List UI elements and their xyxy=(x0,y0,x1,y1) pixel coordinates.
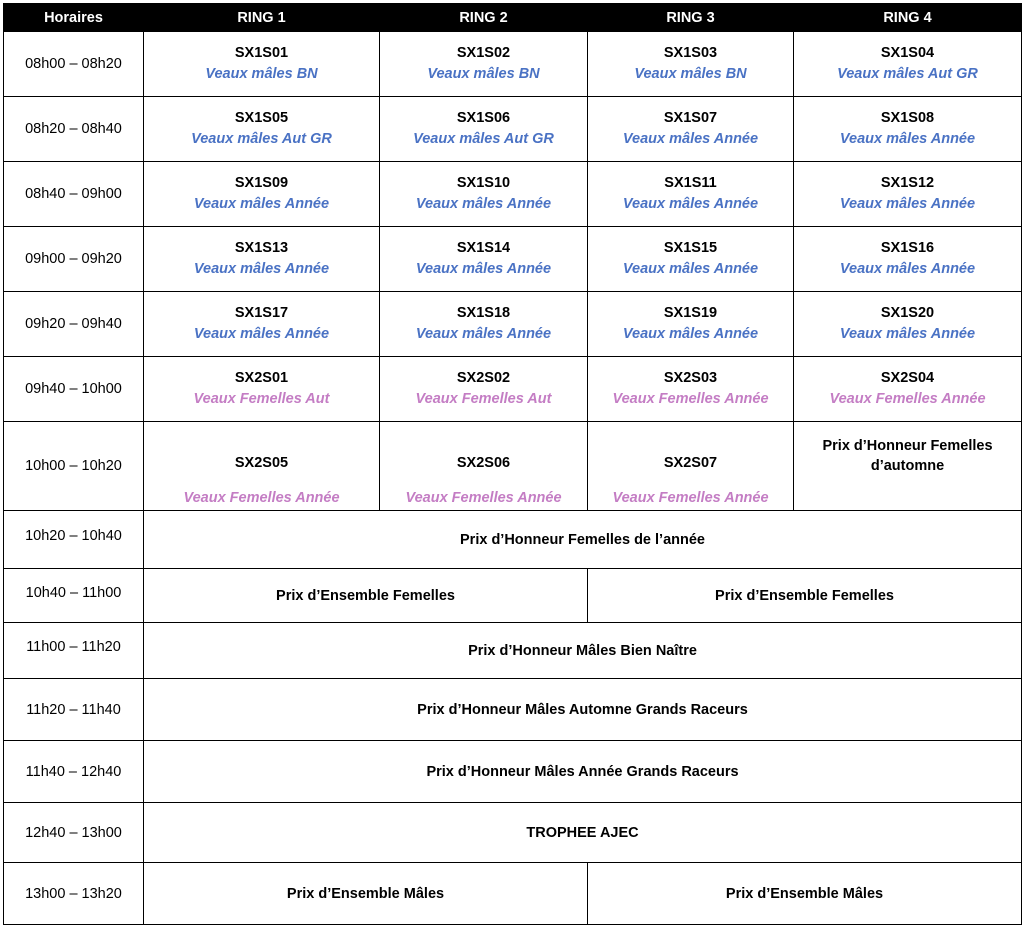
ring-cell xyxy=(588,227,794,292)
class-code: SX1S08 xyxy=(880,110,935,126)
ring-cell xyxy=(380,97,588,162)
class-code: SX1S02 xyxy=(456,45,511,61)
ring-cell xyxy=(794,422,1022,511)
class-category: Veaux mâles Année xyxy=(622,131,759,147)
ring-cell xyxy=(794,97,1022,162)
time-cell: 11h40 – 12h40 xyxy=(4,741,144,803)
class-code: SX1S07 xyxy=(663,110,718,126)
class-category: Veaux mâles Année xyxy=(622,196,759,212)
class-code: SX1S09 xyxy=(234,175,289,191)
class-code: SX1S14 xyxy=(456,240,511,256)
event-cell: Prix d’Honneur Mâles Année Grands Raceurs xyxy=(144,741,1022,803)
class-category: Veaux Femelles Année xyxy=(612,490,769,506)
ring-cell xyxy=(588,162,794,227)
class-category: Veaux mâles Aut GR xyxy=(837,66,978,82)
class-category: Veaux mâles BN xyxy=(634,66,747,82)
ring-cell xyxy=(588,97,794,162)
event-cell: Prix d’Ensemble Femelles xyxy=(588,569,1022,623)
class-category: Veaux mâles Année xyxy=(839,261,976,277)
class-code: SX1S18 xyxy=(456,305,511,321)
class-code: SX2S07 xyxy=(663,455,718,471)
class-category: Veaux mâles Année xyxy=(839,326,976,342)
schedule-table xyxy=(3,3,1022,925)
table-row xyxy=(4,741,1022,803)
header-ring-4: RING 4 xyxy=(794,4,1022,32)
table-row xyxy=(4,227,1022,292)
ring-cell xyxy=(380,227,588,292)
table-row xyxy=(4,422,1022,511)
class-code: SX2S04 xyxy=(880,370,935,386)
class-code: SX2S01 xyxy=(234,370,289,386)
class-code: SX1S03 xyxy=(663,45,718,61)
class-code: SX1S11 xyxy=(664,175,717,191)
class-category: Veaux mâles Année xyxy=(193,261,330,277)
class-category: Veaux mâles Année xyxy=(622,326,759,342)
ring-cell xyxy=(588,32,794,97)
class-code: SX1S05 xyxy=(234,110,289,126)
event-cell: Prix d’Honneur Femelles de l’année xyxy=(144,511,1022,569)
class-code: SX1S15 xyxy=(663,240,718,256)
event-cell: Prix d’Ensemble Mâles xyxy=(588,863,1022,925)
class-code: SX1S19 xyxy=(663,305,718,321)
table-row xyxy=(4,292,1022,357)
event-cell: Prix d’Honneur Mâles Bien Naître xyxy=(144,623,1022,679)
class-category: Veaux mâles Année xyxy=(415,261,552,277)
ring-cell xyxy=(144,32,380,97)
ring-cell xyxy=(794,32,1022,97)
ring-cell xyxy=(144,97,380,162)
time-cell: 08h20 – 08h40 xyxy=(4,97,144,162)
ring-cell xyxy=(380,292,588,357)
table-row xyxy=(4,32,1022,97)
ring-cell xyxy=(794,162,1022,227)
class-code: SX2S02 xyxy=(456,370,511,386)
ring-cell xyxy=(588,292,794,357)
time-cell: 10h00 – 10h20 xyxy=(4,422,144,511)
event-cell: Prix d’Ensemble Femelles xyxy=(144,569,588,623)
class-code: SX1S06 xyxy=(456,110,511,126)
time-cell: 13h00 – 13h20 xyxy=(4,863,144,925)
time-cell: 08h00 – 08h20 xyxy=(4,32,144,97)
ring-cell xyxy=(794,227,1022,292)
ring-cell xyxy=(794,292,1022,357)
ring-cell xyxy=(144,357,380,422)
event-cell: Prix d’Ensemble Mâles xyxy=(144,863,588,925)
ring-cell xyxy=(380,32,588,97)
class-code: SX1S04 xyxy=(880,45,935,61)
prix-honneur-femelles-automne: Prix d’Honneur Femelles d’automne xyxy=(822,438,993,474)
header-ring-1: RING 1 xyxy=(144,4,380,32)
time-cell: 11h20 – 11h40 xyxy=(4,679,144,741)
class-code: SX1S16 xyxy=(880,240,935,256)
table-row xyxy=(4,623,1022,679)
header-ring-2: RING 2 xyxy=(380,4,588,32)
class-code: SX2S05 xyxy=(234,455,289,471)
class-category: Veaux Femelles Année xyxy=(612,391,769,407)
class-category: Veaux mâles Année xyxy=(839,196,976,212)
class-category: Veaux Femelles Année xyxy=(829,391,986,407)
event-cell: TROPHEE AJEC xyxy=(144,803,1022,863)
header-ring-3: RING 3 xyxy=(588,4,794,32)
table-row xyxy=(4,569,1022,623)
ring-cell xyxy=(144,227,380,292)
table-row xyxy=(4,97,1022,162)
class-category: Veaux mâles Année xyxy=(622,261,759,277)
time-cell: 09h00 – 09h20 xyxy=(4,227,144,292)
class-code: SX1S10 xyxy=(456,175,511,191)
class-category: Veaux mâles Année xyxy=(193,196,330,212)
class-code: SX2S03 xyxy=(663,370,718,386)
class-category: Veaux Femelles Année xyxy=(405,490,562,506)
class-code: SX1S13 xyxy=(234,240,289,256)
class-code: SX1S12 xyxy=(880,175,935,191)
table-row xyxy=(4,803,1022,863)
time-cell: 10h40 – 11h00 xyxy=(4,569,144,623)
class-code: SX1S17 xyxy=(234,305,289,321)
class-code: SX1S20 xyxy=(880,305,935,321)
ring-cell xyxy=(380,422,588,511)
class-category: Veaux Femelles Année xyxy=(183,490,340,506)
ring-cell xyxy=(380,357,588,422)
time-cell: 10h20 – 10h40 xyxy=(4,511,144,569)
ring-cell xyxy=(794,357,1022,422)
table-row xyxy=(4,162,1022,227)
class-category: Veaux mâles Aut GR xyxy=(191,131,332,147)
class-category: Veaux mâles Aut GR xyxy=(413,131,554,147)
class-category: Veaux mâles Année xyxy=(193,326,330,342)
class-category: Veaux mâles Année xyxy=(839,131,976,147)
ring-cell xyxy=(144,162,380,227)
table-row xyxy=(4,679,1022,741)
time-cell: 11h00 – 11h20 xyxy=(4,623,144,679)
table-row xyxy=(4,511,1022,569)
ring-cell xyxy=(380,162,588,227)
class-category: Veaux Femelles Aut xyxy=(415,391,552,407)
time-cell: 09h40 – 10h00 xyxy=(4,357,144,422)
ring-cell xyxy=(588,357,794,422)
event-cell: Prix d’Honneur Mâles Automne Grands Raceurs xyxy=(144,679,1022,741)
table-row xyxy=(4,357,1022,422)
ring-cell xyxy=(588,422,794,511)
time-cell: 09h20 – 09h40 xyxy=(4,292,144,357)
class-code: SX2S06 xyxy=(456,455,511,471)
time-cell: 08h40 – 09h00 xyxy=(4,162,144,227)
class-category: Veaux Femelles Aut xyxy=(193,391,330,407)
ring-cell xyxy=(144,422,380,511)
table-row xyxy=(4,863,1022,925)
class-code: SX1S01 xyxy=(234,45,289,61)
class-category: Veaux mâles BN xyxy=(205,66,318,82)
header-row xyxy=(4,4,1022,32)
header-times: Horaires xyxy=(4,4,144,32)
class-category: Veaux mâles Année xyxy=(415,196,552,212)
time-cell: 12h40 – 13h00 xyxy=(4,803,144,863)
class-category: Veaux mâles Année xyxy=(415,326,552,342)
ring-cell xyxy=(144,292,380,357)
class-category: Veaux mâles BN xyxy=(427,66,540,82)
